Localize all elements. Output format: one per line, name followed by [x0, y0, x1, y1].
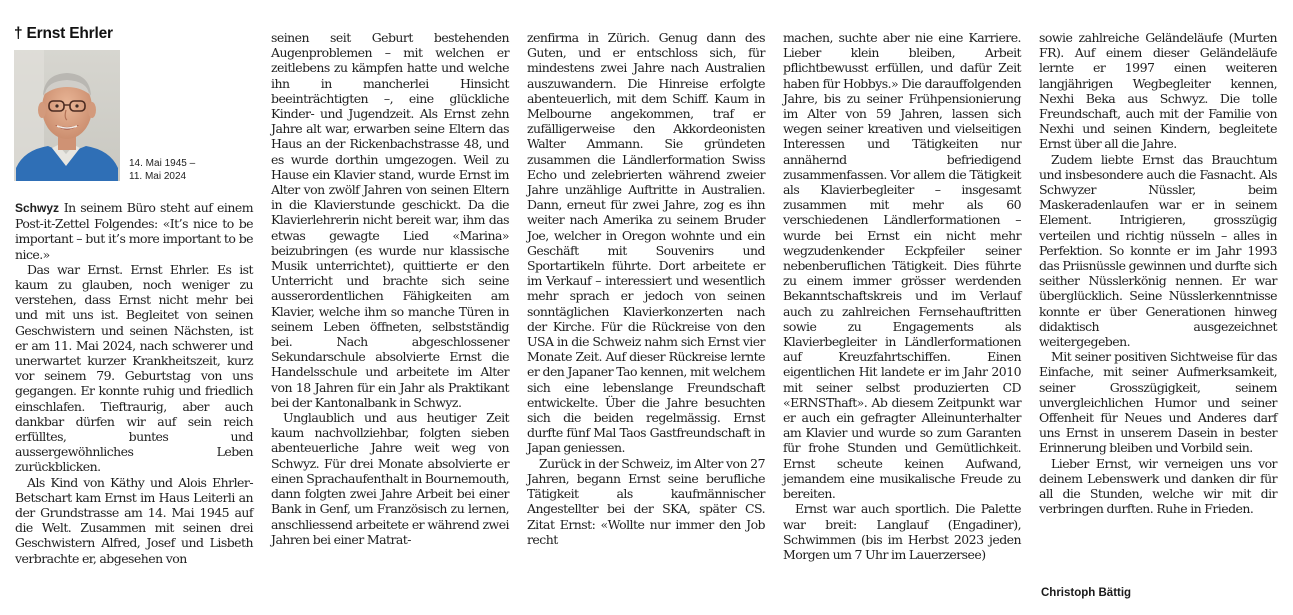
paragraph-text: Als Kind von Käthy und Alois Ehrler-Betschart kam Ernst im Haus Leiterli an der Grundstrasse am 14. Mai 1945 auf die Welt. Zusammen mit seinen drei Geschwistern Alfred, Josef und Lisbeth verbrachte er, abgesehen von: [15, 474, 253, 566]
paragraph-text: Lieber Ernst, wir verneigen uns vor deinem Lebenswerk und danken dir für all die Stunden, welche wir mit dir verbringen durften. Ruhe in Frieden.: [1039, 455, 1277, 517]
paragraph-text: seinen seit Geburt bestehenden Augenproblemen – mit welchen er zeitlebens zu kämpfen hatte und welche ihn in mancherlei Hinsicht beeinträchtigten –, eine glückliche Kinder- und Jugendzeit. Als Ernst zehn Jahre alt war, erwarben seine Eltern das Haus an der Rickenbachstrasse 48, und es wurde dorthin umgezogen. Weil zu Hause ein Klavier stand, wurde Ernst im Alter von zwölf Jahren von seinen Eltern in die Klavierstunde geschickt. Da die Klavierlehrerin nicht bereit war, ihm das etwas gewagte Lied «Marina» beizubringen (es wurde nur klassische Musik unterrichtet), quittierte er den Unterricht und brachte sich seine ausserordentlichen Fähigkeiten am Klavier, welche ihm so manche Türen in seinem Leben öffneten, selbstständig bei. Nach abgeschlossener Sekundarschule absolvierte Ernst die Handelsschule und arbeitete im Alter von 18 Jahren für ein Jahr als Praktikant bei der Kantonalbank in Schwyz.: [271, 30, 509, 410]
paragraph-text: Mit seiner positiven Sichtweise für das Einfache, mit seiner Aufmerksamkeit, seiner Grosszügigkeit, seinem unvergleichlichen Humor und seiner Offenheit für Neues und Anderes darf uns Ernst in unserem Dasein in bester Erinnerung bleiben und Vorbild sein.: [1039, 349, 1277, 456]
paragraph: [527, 456, 765, 547]
paragraph: [15, 475, 253, 566]
paragraph-text: In seinem Büro steht auf einem Post-it-Zettel Folgendes: «It’s nice to be important – but it’s more important to be nice.»: [15, 200, 253, 262]
paragraph: [15, 262, 253, 475]
paragraph-text: Zudem liebte Ernst das Brauchtum und insbesondere auch die Fasnacht. Als Schwyzer Nüssler, beim Maskeradenlaufen war er in seinem Element. Intrigieren, grosszügig verteilen und richtig nüsseln – alles in Perfektion. So konnte er im Jahr 1993 das Priisnüssle gewinnen und durfte sich seither Nüsslerkönig nennen. Er war überglücklich. Seine Nüsslerkenntnisse konnte er über Generationen hinweg didaktisch ausgezeichnet weitergegeben.: [1039, 151, 1277, 350]
paragraph: [271, 30, 509, 410]
text-column-1: [15, 200, 253, 566]
text-column-3: [527, 30, 765, 547]
paragraph-text: Zurück in der Schweiz, im Alter von 27 Jahren, begann Ernst seine berufliche Tätigkeit als kaufmännischer Angestellter bei der SKA, später CS. Zitat Ernst: «Wollte nur immer den Job recht: [527, 455, 765, 547]
text-column-2: [271, 30, 509, 547]
paragraph-text: Unglaublich und aus heutiger Zeit kaum nachvollziehbar, folgten sieben abenteuerliche Jahre weit weg von Schwyz. Für drei Monate absolvierte er einen Sprachaufenthalt in Bournemouth, dann folgten zwei Jahre Arbeit bei einer Bank in Genf, um Französisch zu lernen, anschliessend arbeitete er während zwei Jahren bei einer Matrat-: [271, 410, 509, 547]
paragraph-text: sowie zahlreiche Geländeläufe (Murten FR). Auf einem dieser Geländeläufe lernte er 1997 einen weiteren langjährigen Wegbegleiter kennen, Nexhi Beka aus Schwyz. Die tolle Freundschaft, auch mit der Familie von Nexhi und seinen Kindern, begleitete Ernst über all die Jahre.: [1039, 30, 1277, 152]
obituary-headline: † Ernst Ehrler: [14, 25, 113, 42]
death-date: 11. Mai 2024: [129, 171, 187, 182]
paragraph-text: zenfirma in Zürich. Genug dann des Guten, und er entschloss sich, für mindestens zwei Jahre nach Australien auszuwandern. Die Hinreise erfolgte abenteuerlich, mit dem Schiff. Kaum in Melbourne angekommen, traf er zufälligerweise den Akkordeonisten Walter Ammann. Sie gründeten zusammen die Ländlerformation Swiss Echo und zelebrierten während zweier Jahre unzählige Auftritte in Australien. Dann, erneut für zwei Jahre, zog es ihn weiter nach Amerika zu seinem Bruder Joe, welcher in Oregon wohnte und ein Geschäft mit Souvenirs und Sportartikeln führte. Dort arbeitete er im Verkauf – interessiert und wesentlich mehr sprach er jedoch von seinen sonntäglichen Klavierkonzerten nach der Kirche. Für die Rückreise von den USA in die Schweiz nahm sich Ernst vier Monate Zeit. Auf dieser Rückreise lernte er den Japaner Tao kennen, mit welchem sich eine lebenslange Freundschaft entwickelte. Über die Jahre besuchten sich die beiden regelmässig. Ernst durfte fünf Mal Taos Gastfreundschaft in Japan geniessen.: [527, 30, 765, 456]
paragraph: [1039, 349, 1277, 455]
portrait-illustration: [14, 50, 120, 181]
paragraph: [271, 410, 509, 547]
portrait-photo: [14, 50, 120, 181]
author-signature: Christoph Bättig: [1041, 587, 1132, 599]
paragraph: [1039, 30, 1277, 152]
life-dates: [129, 157, 195, 183]
paragraph-text: machen, suchte aber nie eine Karriere. Lieber klein bleiben, Arbeit pflichtbewusst erfüllen, und dafür Zeit haben für Hobbys.» Die darauffolgenden Jahre, bis zu seiner Frühpensionierung im Alter von 59 Jahren, lassen sich wegen seiner kreativen und vielseitigen Interessen und Tätigkeiten nur annähernd befriedigend zusammenfassen. Vor allem die Tätigkeit als Klavierbegleiter – insgesamt zusammen mit mehr als 60 verschiedenen Ländlerformationen – wurde bei Ernst ein nicht mehr wegzudenkender Eckpfeiler seiner nebenberuflichen Tätigkeit. Dies führte zu einem immer grösser werdenden Bekanntschaftskreis und im Verlauf auch zu zahlreichen Fernsehauftritten sowie zu Engagements als Klavierbegleiter in Ländlerformationen auf Kreuzfahrtschiffen. Einen eigentlichen Hit landete er im Jahr 2010 mit seiner selbst produzierten CD «ERNSThaft». Ab diesem Zeitpunkt war er auch ein gefragter Alleinunterhalter am Klavier und wurde so zum Garanten für frohe Stunden und Gemütlichkeit. Ernst scheute keinen Aufwand, jemandem eine musikalische Freude zu bereiten.: [783, 30, 1021, 502]
paragraph-text: Ernst war auch sportlich. Die Palette war breit: Langlauf (Engadiner), Schwimmen (bis im Herbst 2023 jeden Morgen um 7 Uhr im Lauerzersee): [783, 501, 1021, 562]
paragraph: [1039, 152, 1277, 350]
paragraph-text: Das war Ernst. Ernst Ehrler. Es ist kaum zu glauben, noch weniger zu verstehen, dass Ernst nicht mehr bei und mit uns ist. Begleitet von seinen Geschwistern und seinen Nächsten, ist er am 11. Mai 2024, nach schwerer und unerwartet kurzer Krankheitszeit, kurz vor seinem 79. Geburtstag von uns gegangen. Er konnte ruhig und friedlich einschlafen. Tieftraurig, aber auch dankbar dürfen wir auf sein reich erfülltes, buntes und aussergewöhnliches Leben zurückblicken.: [15, 261, 253, 475]
paragraph: [783, 30, 1021, 501]
paragraph: [527, 30, 765, 456]
paragraph: [15, 200, 253, 262]
text-column-5: [1039, 30, 1277, 517]
dateline: Schwyz: [15, 201, 60, 215]
text-column-4: [783, 30, 1021, 562]
birth-date: 14. Mai 1945 –: [129, 158, 196, 169]
paragraph: [1039, 456, 1277, 517]
paragraph: [783, 501, 1021, 562]
